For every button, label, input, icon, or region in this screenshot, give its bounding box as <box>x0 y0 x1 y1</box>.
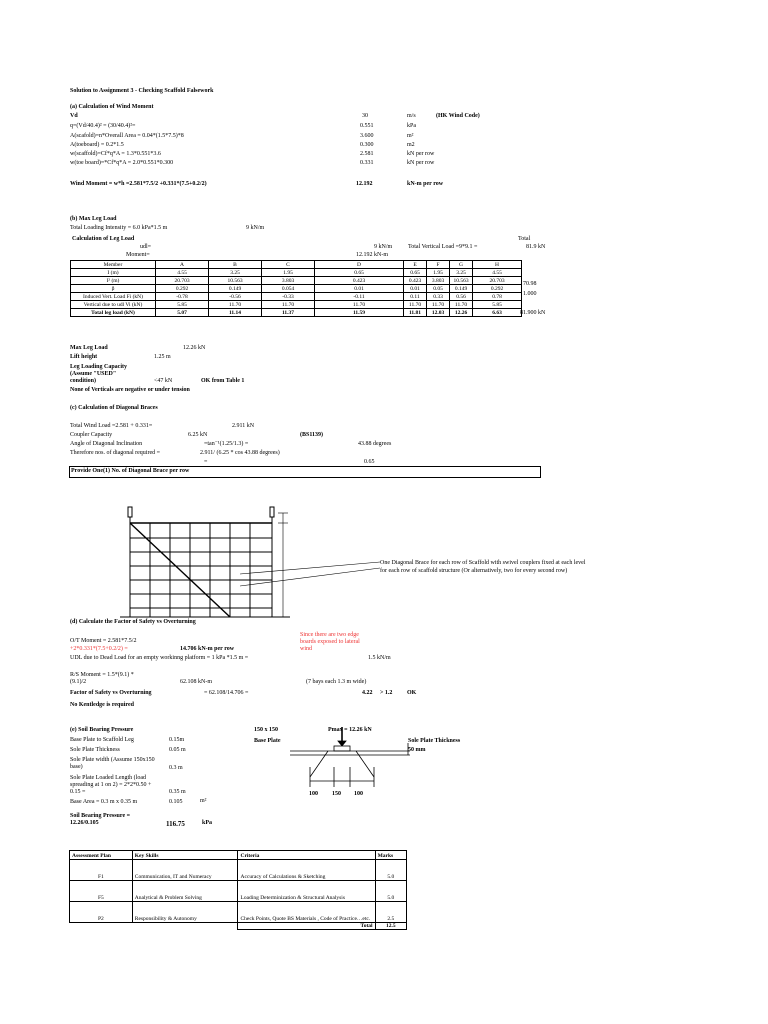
table-cell: 3.803 <box>262 277 315 285</box>
section-d-heading: (d) Calculate the Factor of Safety vs Overturning <box>70 619 196 625</box>
max-leg-value: 12.26 kN <box>183 345 206 351</box>
table-row <box>70 902 407 923</box>
table-cell: G <box>450 261 473 269</box>
table-cell: 0.11 <box>404 293 427 301</box>
table-cell: 6.63 <box>473 309 522 317</box>
dim-label: 150 <box>332 791 341 797</box>
table-cell: 11.59 <box>315 309 404 317</box>
table-cell: 11.70 <box>315 301 404 309</box>
e-row-label: Sole Plate width (Assume 150x150 base) <box>70 757 155 770</box>
loading-intensity-value: 9 kN/m <box>246 225 265 231</box>
dim-label: 100 <box>309 791 318 797</box>
assessment-header-row <box>70 851 407 860</box>
table-cell: Responsibility & Autonomy <box>132 902 238 923</box>
table-cell: 10.563 <box>209 277 262 285</box>
section-e-heading: (e) Soil Bearing Pressure <box>70 727 134 733</box>
a-row-value: 0.551 <box>360 123 374 129</box>
total-wind-label: Total Wind Load =2.581 + 0.331= <box>70 423 153 429</box>
side-value: 70.98 <box>523 281 537 287</box>
a-row-value: 0.331 <box>360 160 374 166</box>
total-vertical-label: Total Vertical Load =9*9.1 = <box>408 244 478 250</box>
table-cell: Analytical & Problem Solving <box>132 881 238 902</box>
no-kentledge: No Kentledge is required <box>70 702 134 708</box>
table-cell: 0.65 <box>404 269 427 277</box>
soil-pressure-label2: 12.26/0.105 <box>70 820 99 826</box>
e-row-unit: m² <box>200 798 207 804</box>
assessment-total-row <box>70 923 407 930</box>
section-b-heading: (b) Max Leg Load <box>70 216 117 222</box>
table-cell: β <box>71 285 156 293</box>
table-cell: E <box>404 261 427 269</box>
e-row-value: 0.35 m <box>169 789 186 795</box>
table-cell: 2.5 <box>375 902 406 923</box>
coupler-label: Coupler Capacity <box>70 432 113 438</box>
table-cell: Marks <box>375 851 406 860</box>
table-cell: F1 <box>70 860 133 881</box>
table-row <box>70 881 407 902</box>
leg-load-heading: Calculation of Leg Load <box>72 236 135 242</box>
wind-moment-value: 12.192 <box>356 181 373 187</box>
soil-pressure-label: Soil Bearing Pressure = <box>70 813 131 819</box>
a-row-label: q=(Vd/40.4)² = (30/40.4)²= <box>70 123 136 129</box>
udl-label: udl= <box>140 244 152 250</box>
fos-ok: OK <box>407 690 417 696</box>
table-total-row <box>71 309 522 317</box>
table-cell: 20.703 <box>156 277 209 285</box>
coupler-value: 6.25 kN <box>188 432 208 438</box>
a-row-unit: m2 <box>407 142 415 148</box>
table-cell: 5.85 <box>473 301 522 309</box>
table-cell: 0.33 <box>427 293 450 301</box>
table-cell: Member <box>71 261 156 269</box>
a-row-value: 0.300 <box>360 142 374 148</box>
e-row-label: Sole Plate Thickness <box>70 747 120 753</box>
table-cell: 11.70 <box>450 301 473 309</box>
table-cell: 5.07 <box>156 309 209 317</box>
table-cell: 5.0 <box>375 881 406 902</box>
table-cell: P2 <box>70 902 133 923</box>
table-cell: 0.292 <box>156 285 209 293</box>
ot-moment-label: O/T Moment = 2.581*7.5/2 <box>70 638 137 644</box>
base-plate-sketch <box>280 725 420 803</box>
page-title: Solution to Assignment 3 - Checking Scaffold Falsework <box>70 88 214 94</box>
capacity-ok: OK from Table 1 <box>201 378 245 384</box>
a-row-unit: m/s <box>407 113 416 119</box>
dim-label: 100 <box>354 791 363 797</box>
table-cell: 0.01 <box>404 285 427 293</box>
table-cell: 0.423 <box>404 277 427 285</box>
table-cell <box>70 923 133 930</box>
capacity-label: (Assume "USED" <box>70 371 117 377</box>
udl-dead-load: UDL due to Dead Load for an empty workinng platform = 1 kPa *1.5 m = <box>70 655 249 661</box>
table-cell: 12.26 <box>450 309 473 317</box>
diag-nos-value: 0.65 <box>364 459 375 465</box>
e-row-label: Sole Plate Loaded Length (load spreading at 1 on 2) = 2*2*0.50 + 0.15 = <box>70 775 152 795</box>
a-row-label: A(scafold)=n*Overall Area = 0.04*(1.5*7.5)*8 <box>70 133 184 139</box>
table-cell: 0.56 <box>450 293 473 301</box>
a-row-value: 2.581 <box>360 151 374 157</box>
a-row-value: 30 <box>362 113 368 119</box>
e-row-label: Base Plate to Scaffold Leg <box>70 737 134 743</box>
table-cell: 4.55 <box>473 269 522 277</box>
soil-pressure-unit: kPa <box>202 820 213 826</box>
table-cell: 0.78 <box>473 293 522 301</box>
table-cell: -0.78 <box>156 293 209 301</box>
max-leg-label: Max Leg Load <box>70 345 108 351</box>
loading-intensity: Total Loading Intensity = 6.0 kPa*1.5 m <box>70 225 168 231</box>
a-row-label: w(scaffold)=Cf*q*A = 1.3*0.551*3.6 <box>70 151 161 157</box>
table-cell: 0.054 <box>262 285 315 293</box>
table-cell: Induced Vert. Load Fi (kN) <box>71 293 156 301</box>
rs-moment-label2: (9.1)/2 <box>70 679 87 685</box>
a-row-label: A(toeboard) = 0.2*1.5 <box>70 142 124 148</box>
table-cell: Vertical due to udl Vi (kN) <box>71 301 156 309</box>
table-cell: Communication, IT and Numeracy <box>132 860 238 881</box>
no-tension-note: None of Verticals are negative or under tension <box>70 387 190 393</box>
table-cell: 1.95 <box>262 269 315 277</box>
table-cell: 0.423 <box>315 277 404 285</box>
pmax-label: Pmax = 12.26 kN <box>328 727 372 733</box>
udl-dead-load-value: 1.5 kN/m <box>368 655 391 661</box>
brace-note-line: for each row of scaffold structure (Or alternatively, two for every second row) <box>380 568 568 574</box>
table-cell: B <box>209 261 262 269</box>
table-cell: A <box>156 261 209 269</box>
table-cell: 12.03 <box>427 309 450 317</box>
bs-code: (BS1139) <box>300 432 324 438</box>
table-cell: 11.14 <box>209 309 262 317</box>
a-row-value: 3.600 <box>360 133 374 139</box>
total-label: Total <box>238 923 375 930</box>
wind-moment-label: Wind Moment = w*h =2.581*7.5/2 +0.331*(7.5+0.2/2) <box>70 181 207 187</box>
table-cell: 3.25 <box>450 269 473 277</box>
table-cell: 4.55 <box>156 269 209 277</box>
table-cell: Criteria <box>238 851 375 860</box>
e-row-value: 0.105 <box>169 799 183 805</box>
rs-moment-label: R/S Moment = 1.5*(9.1) * <box>70 672 134 678</box>
table-cell: I (m) <box>71 269 156 277</box>
table-cell: 3.25 <box>209 269 262 277</box>
wind-moment-unit: kN-m per row <box>407 181 444 187</box>
table-cell <box>132 923 238 930</box>
total-vertical-value: 81.9 kN <box>526 244 546 250</box>
capacity-label: Leg Loading Capacity <box>70 364 128 370</box>
edge-board-note: Since there are two edge <box>300 632 359 638</box>
a-row-unit: m² <box>407 133 414 139</box>
table-cell: 20.703 <box>473 277 522 285</box>
table-cell: F <box>427 261 450 269</box>
a-row-unit: kN per row <box>407 151 435 157</box>
e-row-value: 0.3 m <box>169 765 183 771</box>
table-cell: -0.11 <box>315 293 404 301</box>
soil-pressure-value: 116.75 <box>166 820 185 828</box>
diag-nos-label: Therefore nos. of diagonal required = <box>70 450 161 456</box>
table-cell: D <box>315 261 404 269</box>
table-cell: C <box>262 261 315 269</box>
table-cell: Accuracy of Calculations & Sketching <box>238 860 375 881</box>
a-row-label: w(toe board)=*Cf*q*A = 2.0*0.551*0.300 <box>70 160 174 166</box>
table-row <box>70 860 407 881</box>
angle-value: 43.88 degrees <box>358 441 392 447</box>
angle-label: Angle of Diagonal Inclination <box>70 441 143 447</box>
hk-wind-code-note: (HK Wind Code) <box>436 113 480 119</box>
table-cell: 11.70 <box>427 301 450 309</box>
side-value: 81.900 kN <box>520 310 546 316</box>
assessment-table <box>69 850 407 930</box>
table-cell: 11.70 <box>209 301 262 309</box>
edge-board-note: boards exposed to lateral <box>300 639 360 645</box>
total-wind-value: 2.911 kN <box>232 423 255 429</box>
rs-moment-value: 62.108 kN-m <box>180 679 212 685</box>
table-row <box>71 293 522 301</box>
lift-height-value: 1.25 m <box>154 354 171 360</box>
side-value: 1.000 <box>523 291 537 297</box>
udl-value: 9 kN/m <box>374 244 393 250</box>
capacity-label: condition) <box>70 378 97 384</box>
moment-label: Moment= <box>126 252 150 258</box>
leg-load-table <box>70 260 522 317</box>
table-cell: 0.149 <box>450 285 473 293</box>
ot-moment-label2: +2*0.331*(7.5+0.2/2) = <box>70 646 128 652</box>
provide-brace-text: Provide One(1) No. of Diagonal Brace per row <box>71 468 190 474</box>
capacity-value: <47 kN <box>154 378 173 384</box>
table-cell: 10.563 <box>450 277 473 285</box>
table-cell: 11.81 <box>404 309 427 317</box>
fos-compare: > 1.2 <box>380 690 393 696</box>
table-cell: 11.37 <box>262 309 315 317</box>
table-cell: 0.01 <box>315 285 404 293</box>
e-row-label: Base Area = 0.3 m x 0.35 m <box>70 799 138 805</box>
base-plate-label: Base Plate <box>254 738 281 744</box>
table-cell: Total leg load (kN) <box>71 309 156 317</box>
leader-lines <box>240 558 385 588</box>
table-cell: 1.95 <box>427 269 450 277</box>
a-row-unit: kN per row <box>407 160 435 166</box>
sole-plate-mm: 50 mm <box>408 747 426 753</box>
table-cell: 11.70 <box>404 301 427 309</box>
e-row-value: 0.05 m <box>169 747 186 753</box>
ot-moment-value: 14.706 kN-m per row <box>180 646 235 652</box>
table-cell: Loading Determinization & Structural Analysis <box>238 881 375 902</box>
diag-nos-expr: 2.911/ (6.25 * cos 43.88 degrees) <box>200 450 280 456</box>
table-row <box>71 301 522 309</box>
table-cell: 5.85 <box>156 301 209 309</box>
fos-label: Factor of Safety vs Overturning <box>70 690 152 696</box>
table-cell: 0.292 <box>473 285 522 293</box>
table-cell: F5 <box>70 881 133 902</box>
table-cell: -0.33 <box>262 293 315 301</box>
base-plate-size: 150 x 150 <box>254 727 278 733</box>
angle-expr: =tan⁻¹(1.25/1.3) = <box>204 441 249 447</box>
lift-height-label: Lift height <box>70 354 98 360</box>
table-row <box>71 269 522 277</box>
a-row-unit: kPa <box>407 123 416 129</box>
total-header: Total <box>518 236 531 242</box>
table-cell: I² (m) <box>71 277 156 285</box>
fos-expr: = 62.108/14.706 = <box>204 690 249 696</box>
section-c-heading: (c) Calculation of Diagonal Braces <box>70 405 158 411</box>
section-a-heading: (a) Calculation of Wind Moment <box>70 104 154 110</box>
table-cell: 0.149 <box>209 285 262 293</box>
table-cell: 11.70 <box>262 301 315 309</box>
table-cell: Key Skills <box>132 851 238 860</box>
table-cell: Assessment Plan <box>70 851 133 860</box>
table-row <box>71 285 522 293</box>
sole-plate-thickness-label: Sole Plate Thickness <box>408 738 461 744</box>
table-cell: 3.803 <box>427 277 450 285</box>
table-cell: H <box>473 261 522 269</box>
bays-note: (7 bays each 1.3 m wide) <box>306 679 367 685</box>
e-row-value: 0.15m <box>169 737 185 743</box>
table-row <box>71 277 522 285</box>
moment-value: 12.192 kN-m <box>356 252 388 258</box>
table-cell: 5.0 <box>375 860 406 881</box>
diag-eq: = <box>204 459 208 465</box>
a-row-label: Vd <box>70 113 78 119</box>
table-header-row <box>71 261 522 269</box>
table-cell: Check Points, Quote BS Materials , Code of Practice…etc. <box>238 902 375 923</box>
table-cell: 0.05 <box>427 285 450 293</box>
table-cell: 0.65 <box>315 269 404 277</box>
edge-board-note: wind <box>300 646 312 652</box>
table-cell: -0.56 <box>209 293 262 301</box>
total-value: 12.5 <box>375 923 406 930</box>
brace-note-line: One Diagonal Brace for each row of Scaffold with swivel couplers fixed at each level <box>380 560 586 566</box>
fos-value: 4.22 <box>362 690 373 696</box>
